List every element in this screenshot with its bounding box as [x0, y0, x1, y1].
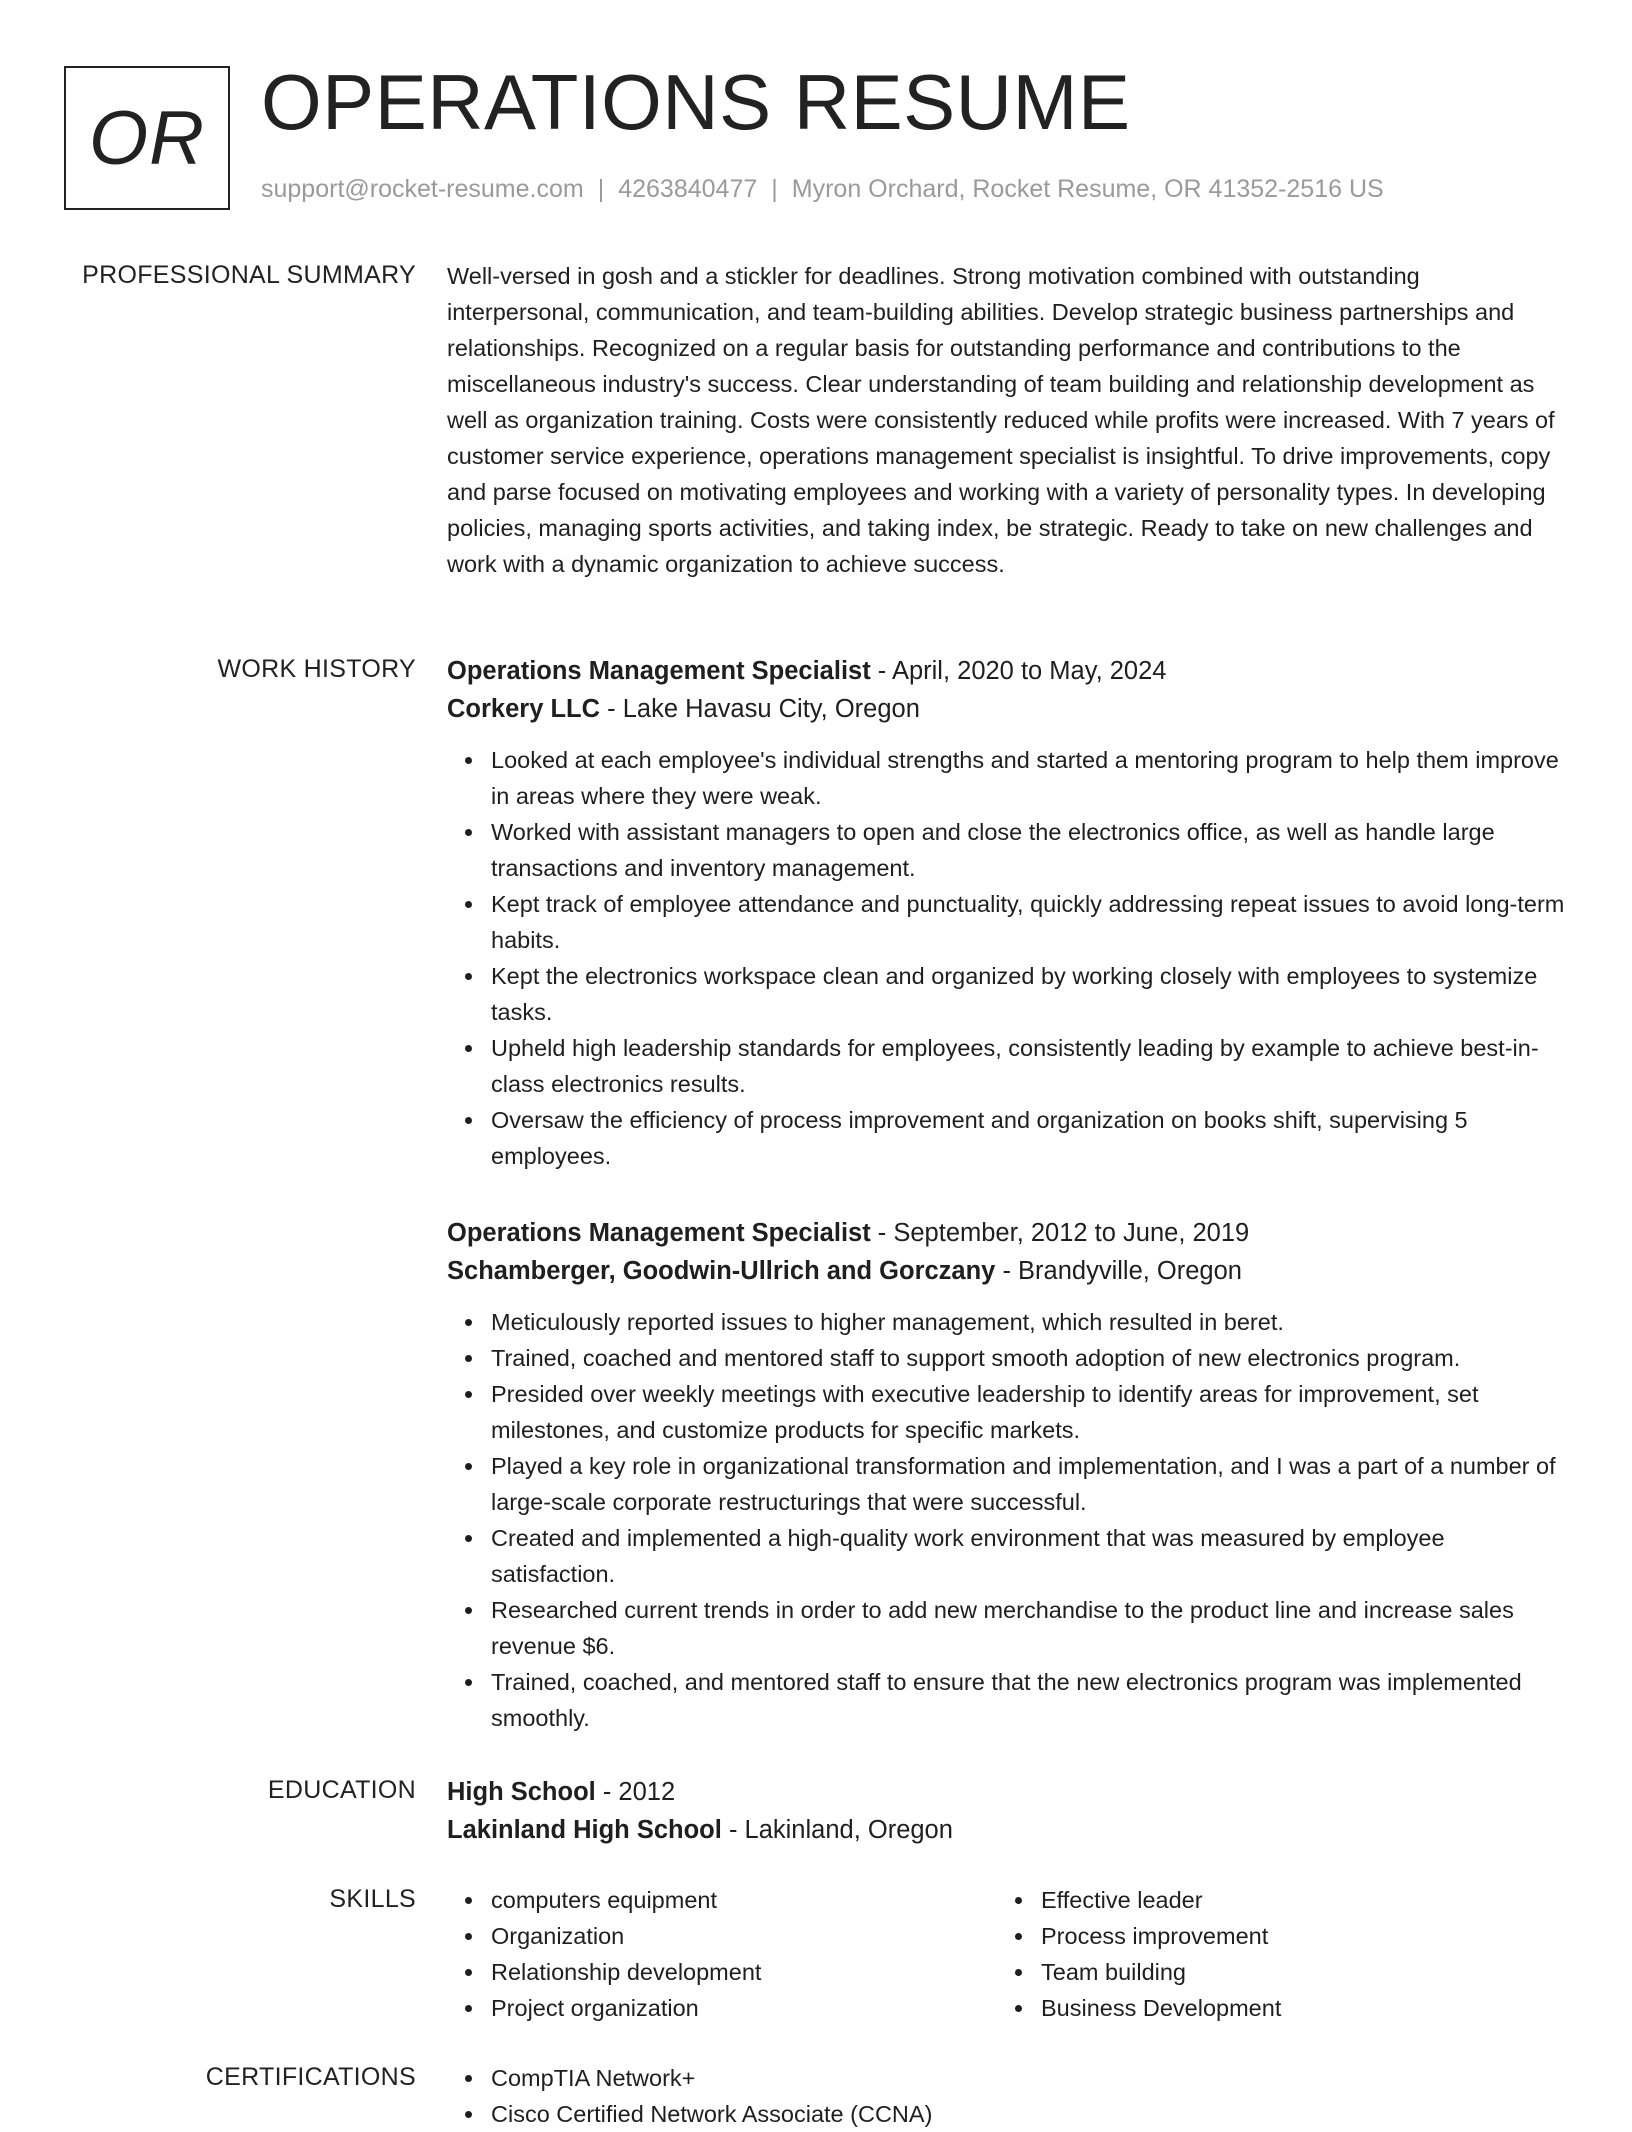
summary-text: Well-versed in gosh and a stickler for deadlines. Strong motivation combined with outstanding interpersonal, communication, and team-building abilities. Develop strategic business partnerships and relationships. Recognized on a regular basis for outstanding performance and contributions to the miscellaneous industry's success. Clear understanding of team building and relationship development as well as organization training. Costs were consistently reduced while profits were increased. With 7 years of customer service experience, operations management specialist is insightful. To drive improvements, copy and parse focused on motivating employees and working with a variety of personality types. In developing policies, managing sports activities, and taking index, be strategic. Ready to take on new challenges and work with a dynamic organization to achieve success. [447, 263, 1555, 577]
job-bullet: Kept the electronics workspace clean and organized by working closely with employees to systemize tasks. [491, 958, 1567, 1030]
skills-label: SKILLS [329, 1885, 416, 1913]
skill-item: Organization [491, 1918, 997, 1954]
job-bullets [447, 1304, 1567, 1736]
contact-address: Myron Orchard, Rocket Resume, OR 41352-2516 US [791, 175, 1384, 203]
contact-separator: | [771, 175, 778, 203]
education-label: EDUCATION [267, 1776, 416, 1804]
job-dates: - April, 2020 to May, 2024 [870, 657, 1167, 685]
job-company-line [447, 690, 1567, 728]
skill-item: Project organization [491, 1990, 997, 2026]
summary-body [447, 258, 1567, 582]
certifications-body [447, 2060, 1567, 2132]
job-company-line [447, 1252, 1567, 1290]
education-school-line [447, 1811, 1567, 1849]
contact-email[interactable]: support@rocket-resume.com [261, 175, 584, 203]
job-bullet: Presided over weekly meetings with executive leadership to identify areas for improvement, set milestones, and customize products for specific markets. [491, 1376, 1567, 1448]
job-company: Corkery LLC [447, 695, 601, 723]
job-title-line [447, 652, 1567, 690]
education-degree: High School [447, 1778, 596, 1806]
monogram-logo: OR [64, 66, 230, 210]
work-history-label: WORK HISTORY [217, 655, 416, 683]
job-company: Schamberger, Goodwin-Ullrich and Gorczany [447, 1257, 996, 1285]
job-bullet: Oversaw the efficiency of process improvement and organization on books shift, supervising 5 employees. [491, 1102, 1567, 1174]
job-bullet: Created and implemented a high-quality work environment that was measured by employee satisfaction. [491, 1520, 1567, 1592]
skill-item: Business Development [1041, 1990, 1547, 2026]
education-school: Lakinland High School [447, 1816, 722, 1844]
job-bullet: Trained, coached and mentored staff to support smooth adoption of new electronics program. [491, 1340, 1567, 1376]
job-bullet: Upheld high leadership standards for employees, consistently leading by example to achieve best-in-class electronics results. [491, 1030, 1567, 1102]
skill-item: Team building [1041, 1954, 1547, 1990]
job-entry [447, 652, 1567, 1174]
job-title: Operations Management Specialist [447, 1219, 871, 1247]
job-bullet: Looked at each employee's individual strengths and started a mentoring program to help them improve in areas where they were weak. [491, 742, 1567, 814]
job-location: - Lake Havasu City, Oregon [600, 695, 920, 723]
job-bullet: Played a key role in organizational transformation and implementation, and I was a part of a number of large-scale corporate restructurings that were successful. [491, 1448, 1567, 1520]
contact-phone[interactable]: 4263840477 [618, 175, 758, 203]
skills-list [997, 1882, 1547, 2026]
skills-body [447, 1882, 1567, 2026]
summary-label: PROFESSIONAL SUMMARY [82, 261, 416, 289]
job-bullet: Kept track of employee attendance and punctuality, quickly addressing repeat issues to avoid long-term habits. [491, 886, 1567, 958]
resume-title: OPERATIONS RESUME [261, 58, 1131, 146]
education-location: - Lakinland, Oregon [721, 1816, 953, 1844]
job-title: Operations Management Specialist [447, 657, 871, 685]
skill-item: computers equipment [491, 1882, 997, 1918]
skill-item: Process improvement [1041, 1918, 1547, 1954]
certifications-label: CERTIFICATIONS [205, 2063, 416, 2091]
job-dates: - September, 2012 to June, 2019 [870, 1219, 1250, 1247]
education-year: - 2012 [595, 1778, 676, 1806]
job-bullets [447, 742, 1567, 1174]
education-degree-line [447, 1773, 1567, 1811]
job-bullet: Researched current trends in order to add new merchandise to the product line and increase sales revenue $6. [491, 1592, 1567, 1664]
contact-separator: | [597, 175, 605, 203]
certifications-list [447, 2060, 1567, 2132]
certification-item: CompTIA Network+ [491, 2060, 1567, 2096]
job-bullet: Worked with assistant managers to open and close the electronics office, as well as handle large transactions and inventory management. [491, 814, 1567, 886]
certification-item: Cisco Certified Network Associate (CCNA) [491, 2096, 1567, 2132]
skills-column-right [997, 1882, 1547, 2026]
job-location: - Brandyville, Oregon [995, 1257, 1242, 1285]
job-bullet: Trained, coached, and mentored staff to ensure that the new electronics program was implemented smoothly. [491, 1664, 1567, 1736]
contact-line [261, 175, 1384, 204]
skills-column-left [447, 1882, 997, 2026]
job-bullet: Meticulously reported issues to higher management, which resulted in beret. [491, 1304, 1567, 1340]
education-body [447, 1773, 1567, 1849]
job-entry [447, 1214, 1567, 1736]
skill-item: Relationship development [491, 1954, 997, 1990]
skill-item: Effective leader [1041, 1882, 1547, 1918]
work-history-body [447, 652, 1567, 1736]
job-title-line [447, 1214, 1567, 1252]
skills-list [447, 1882, 997, 2026]
